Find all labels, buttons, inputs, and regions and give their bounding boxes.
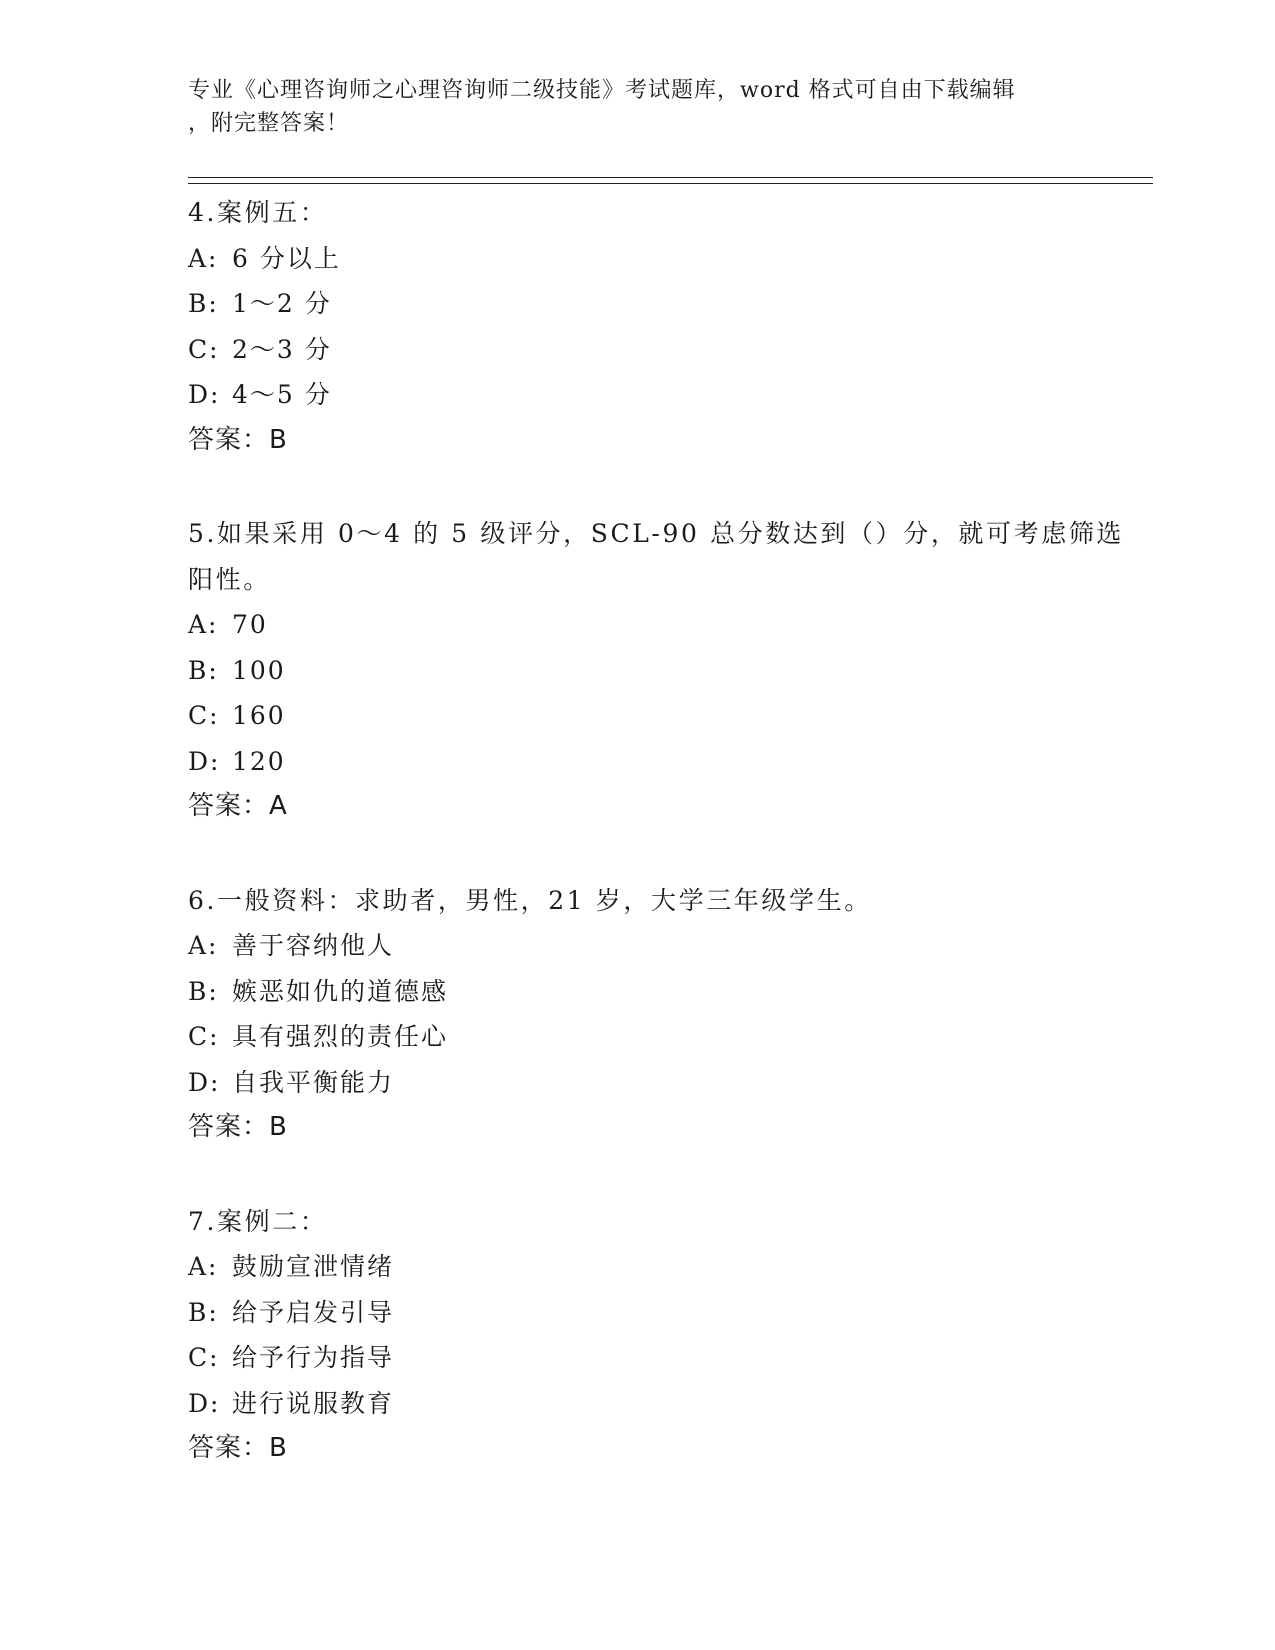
option-letter: D: xyxy=(188,746,221,776)
option-b xyxy=(188,969,1138,1015)
option-text: 给予行为指导 xyxy=(232,1343,395,1372)
option-text: 鼓励宣泄情绪 xyxy=(232,1252,395,1281)
option-text: 具有强烈的责任心 xyxy=(232,1022,449,1051)
option-letter: D: xyxy=(188,1388,221,1418)
option-b xyxy=(188,281,1138,327)
option-d xyxy=(188,1381,1138,1427)
option-text: 100 xyxy=(232,655,286,685)
option-letter: A: xyxy=(188,243,219,273)
option-letter: C: xyxy=(188,1022,220,1051)
option-letter: A: xyxy=(188,610,219,639)
question-stem: 5.如果采用 0～4 的 5 级评分，SCL-90 总分数达到（）分，就可考虑筛选阳性。 xyxy=(188,519,1125,594)
option-text: 160 xyxy=(232,701,286,730)
option-text: 嫉恶如仇的道德感 xyxy=(232,976,449,1006)
option-letter: B: xyxy=(188,655,219,685)
option-a xyxy=(188,602,1138,648)
option-text: 善于容纳他人 xyxy=(232,931,395,960)
question-block xyxy=(188,878,1138,1151)
option-d xyxy=(188,372,1138,418)
question-stem: 7.案例二： xyxy=(188,1206,328,1236)
option-a xyxy=(188,923,1138,969)
answer-line: 答案：B xyxy=(188,1112,288,1142)
option-c xyxy=(188,1335,1138,1381)
answer-line: 答案：B xyxy=(188,424,288,455)
option-letter: C: xyxy=(188,701,220,730)
header-divider-top xyxy=(188,177,1153,178)
option-text: 1～2 分 xyxy=(232,289,332,318)
option-letter: D: xyxy=(188,380,221,409)
header-line-2: ，附完整答案！ xyxy=(188,111,350,136)
option-letter: D: xyxy=(188,1067,221,1097)
option-text: 4～5 分 xyxy=(232,380,332,409)
question-stem: 6.一般资料：求助者，男性，21 岁，大学三年级学生。 xyxy=(188,885,872,915)
option-letter: A: xyxy=(188,1252,219,1281)
option-c xyxy=(188,693,1138,739)
answer-line: 答案：B xyxy=(188,1433,288,1463)
option-d xyxy=(188,1060,1138,1106)
option-c xyxy=(188,1014,1138,1060)
option-text: 6 分以上 xyxy=(232,243,341,273)
option-letter: B: xyxy=(188,1297,219,1327)
option-text: 给予启发引导 xyxy=(232,1297,395,1327)
option-a xyxy=(188,1244,1138,1290)
option-letter: C: xyxy=(188,334,220,364)
option-letter: B: xyxy=(188,289,219,318)
option-text: 2～3 分 xyxy=(232,334,332,364)
document-header xyxy=(188,74,1088,140)
option-text: 70 xyxy=(232,610,268,639)
option-letter: C: xyxy=(188,1343,220,1372)
question-stem: 4.案例五： xyxy=(188,198,328,227)
option-b xyxy=(188,648,1138,694)
question-block xyxy=(188,511,1138,830)
option-text: 自我平衡能力 xyxy=(232,1067,395,1097)
option-d xyxy=(188,739,1138,785)
question-block xyxy=(188,190,1138,463)
option-b xyxy=(188,1290,1138,1336)
option-text: 进行说服教育 xyxy=(232,1388,395,1418)
option-a xyxy=(188,236,1138,282)
question-list xyxy=(188,190,1138,1520)
option-text: 120 xyxy=(232,746,286,776)
question-block xyxy=(188,1199,1138,1472)
option-c xyxy=(188,327,1138,373)
option-letter: B: xyxy=(188,976,219,1006)
option-letter: A: xyxy=(188,931,219,960)
header-divider-bottom xyxy=(188,183,1153,184)
answer-line: 答案：A xyxy=(188,791,288,821)
header-line-1: 专业《心理咨询师之心理咨询师二级技能》考试题库，word 格式可自由下载编辑 xyxy=(188,78,1016,103)
